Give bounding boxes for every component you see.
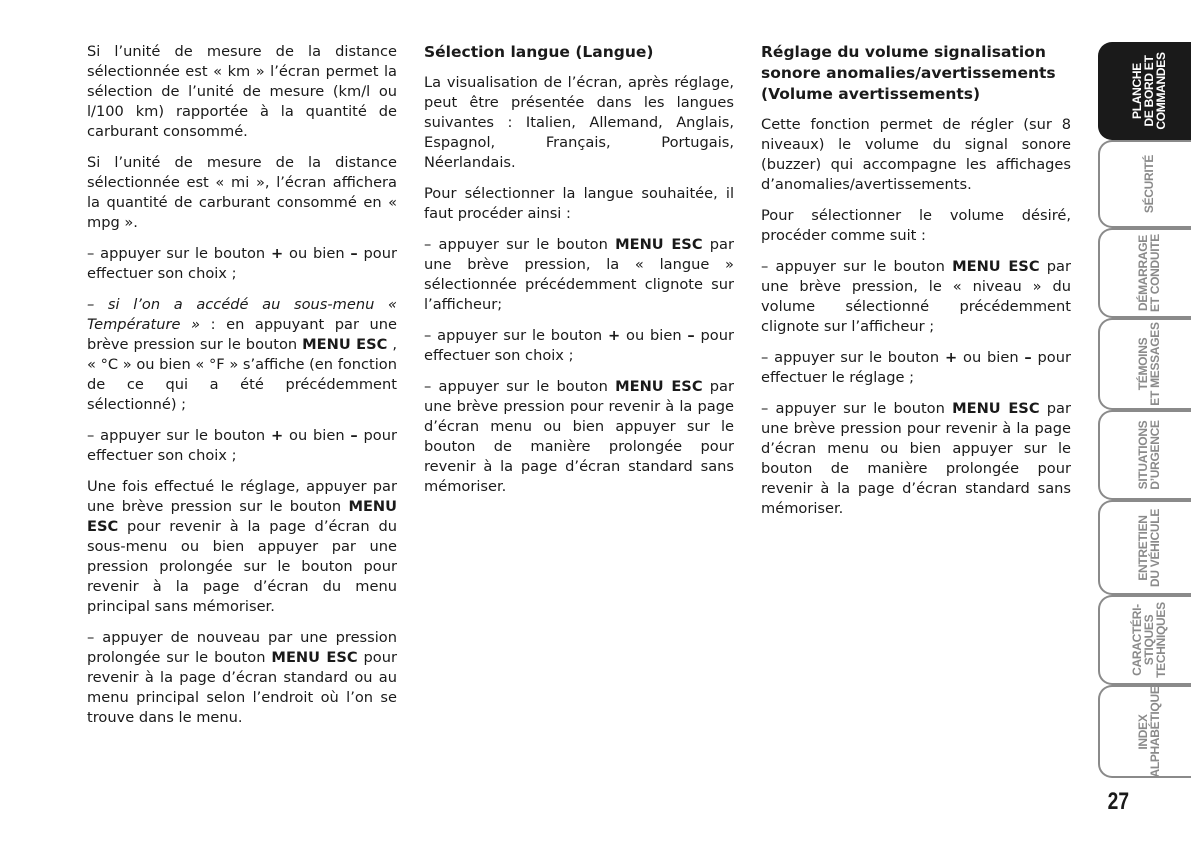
text-run: MENU ESC — [302, 336, 388, 353]
paragraph — [87, 628, 397, 728]
chapter-tab[interactable] — [1098, 318, 1191, 410]
text-run: – — [350, 245, 358, 262]
paragraph — [424, 235, 734, 315]
text-column-1 — [87, 42, 397, 739]
text-run: MENU ESC — [952, 400, 1040, 417]
paragraph — [87, 42, 397, 142]
paragraph — [424, 73, 734, 173]
text-run: pour revenir à la page d’écran du sous-menu ou bien appuyer par une pression prolongée sur le bouton pour revenir à la page d’écran du menu principal sans mémoriser. — [87, 518, 397, 615]
paragraph — [424, 377, 734, 497]
section-heading — [424, 42, 734, 63]
text-run: ou bien — [957, 349, 1025, 366]
text-run: Si l’unité de mesure de la distance sélectionnée est « mi », l’écran affichera la quantité de carburant consommé en « mpg ». — [87, 154, 397, 231]
text-run: + — [607, 327, 621, 344]
text-run: – appuyer de nouveau par une pression prolongée sur le bouton — [87, 629, 397, 666]
text-run: : en appuyant par une brève pression sur le bouton — [87, 316, 398, 353]
paragraph — [87, 153, 397, 233]
chapter-tab-label: CARACTÉRI- STIQUES TECHNIQUES — [1130, 602, 1168, 678]
paragraph — [761, 257, 1071, 337]
text-run: – appuyer sur le bouton — [761, 258, 953, 275]
text-run: – appuyer sur le bouton — [87, 427, 271, 444]
section-heading — [761, 42, 1071, 105]
text-run: par une brève pression, la « langue » sélectionnée précédemment clignote sur l’afficheur; — [424, 236, 734, 313]
paragraph — [87, 295, 397, 415]
paragraph — [87, 426, 397, 466]
paragraph — [761, 348, 1071, 388]
chapter-tab-label: PLANCHE DE BORD ET COMMANDES — [1130, 52, 1168, 130]
text-run: MENU ESC — [615, 378, 703, 395]
text-run: + — [270, 427, 284, 444]
text-run: – appuyer sur le bouton — [424, 327, 608, 344]
text-run: La visualisation de l’écran, après réglage, peut être présentée dans les langues suivantes : Italien, Allemand, Anglais, Espagnol, Français, Portugais, Néerlandais. — [424, 74, 734, 171]
text-run: – — [1024, 349, 1032, 366]
paragraph — [424, 326, 734, 366]
text-run: Sélection langue (Langue) — [424, 43, 654, 61]
chapter-tab-label: SÉCURITÉ — [1142, 154, 1156, 214]
text-run: – appuyer sur le bouton — [87, 245, 271, 262]
text-run: ou bien — [283, 427, 351, 444]
paragraph — [761, 399, 1071, 519]
text-run: pour effectuer son choix ; — [424, 327, 734, 364]
chapter-tab-label: ENTRETIEN DU VÉHICULE — [1136, 508, 1162, 587]
chapter-tab-label: SITUATIONS D’URGENCE — [1136, 420, 1162, 490]
text-run: – appuyer sur le bouton — [424, 236, 616, 253]
text-run: – — [687, 327, 695, 344]
text-run: Réglage du volume signalisation sonore anomalies/avertissements (Volume avertissements) — [761, 43, 1056, 103]
chapter-tab-label: INDEX ALPHABÉTIQUE — [1136, 685, 1162, 778]
paragraph — [761, 206, 1071, 246]
text-run: ou bien — [620, 327, 688, 344]
text-run: – si l’on a accédé au sous-menu « Température » — [87, 296, 397, 333]
chapter-tab[interactable] — [1098, 500, 1191, 595]
text-column-2 — [424, 42, 734, 508]
paragraph — [761, 115, 1071, 195]
chapter-tab[interactable] — [1098, 228, 1191, 318]
text-run: MENU ESC — [271, 649, 358, 666]
text-run: MENU ESC — [615, 236, 703, 253]
text-run: par une brève pression pour revenir à la page d’écran menu ou bien appuyer sur le bouton de manière prolongée pour revenir à la page d’écran standard sans mémoriser. — [761, 400, 1071, 517]
chapter-tab[interactable] — [1098, 410, 1191, 500]
text-column-3 — [761, 42, 1071, 530]
text-run: Cette fonction permet de régler (sur 8 niveaux) le volume du signal sonore (buzzer) qui accompagne les affichages d’anomalies/avertissements. — [761, 116, 1071, 193]
chapter-tab-label: TÉMOINS ET MESSAGES — [1136, 322, 1162, 406]
text-run: pour effectuer son choix ; — [87, 245, 397, 282]
text-run: – appuyer sur le bouton — [424, 378, 616, 395]
chapter-tab[interactable] — [1098, 685, 1191, 778]
text-run: , « °C » ou bien « °F » s’affiche (en fonction de ce qui a été précédemment sélectionné) ; — [87, 336, 398, 413]
paragraph — [87, 477, 397, 617]
chapter-tab[interactable] — [1098, 42, 1191, 140]
text-run: – appuyer sur le bouton — [761, 400, 953, 417]
page-number: 27 — [1107, 788, 1130, 815]
text-run: pour effectuer son choix ; — [87, 427, 397, 464]
text-run: pour effectuer le réglage ; — [761, 349, 1071, 386]
paragraph — [424, 184, 734, 224]
text-run: + — [944, 349, 958, 366]
text-run: par une brève pression pour revenir à la page d’écran menu ou bien appuyer sur le bouton de manière prolongée pour revenir à la page d’écran standard sans mémoriser. — [424, 378, 734, 495]
text-run: MENU ESC — [87, 498, 397, 535]
text-run: – appuyer sur le bouton — [761, 349, 945, 366]
chapter-tab[interactable] — [1098, 595, 1191, 685]
text-run: – — [350, 427, 358, 444]
chapter-tab[interactable] — [1098, 140, 1191, 228]
text-run: Une fois effectué le réglage, appuyer par une brève pression sur le bouton — [87, 478, 397, 515]
text-run: + — [270, 245, 284, 262]
text-run: par une brève pression, le « niveau » du volume sélectionné précédemment clignote sur l’afficheur ; — [761, 258, 1071, 335]
paragraph — [87, 244, 397, 284]
text-run: Pour sélectionner la langue souhaitée, il faut procéder ainsi : — [424, 185, 734, 222]
text-run: Pour sélectionner le volume désiré, procéder comme suit : — [761, 207, 1071, 244]
text-run: Si l’unité de mesure de la distance sélectionnée est « km » l’écran permet la sélection de l’unité de mesure (km/l ou l/100 km) rapportée à la quantité de carburant consommé. — [87, 43, 397, 140]
text-run: MENU ESC — [952, 258, 1040, 275]
text-run: ou bien — [283, 245, 351, 262]
text-run: pour revenir à la page d’écran standard ou au menu principal selon l’endroit où l’on se trouve dans le menu. — [87, 649, 397, 726]
chapter-tab-label: DÉMARRAGE ET CONDUITE — [1136, 233, 1162, 313]
